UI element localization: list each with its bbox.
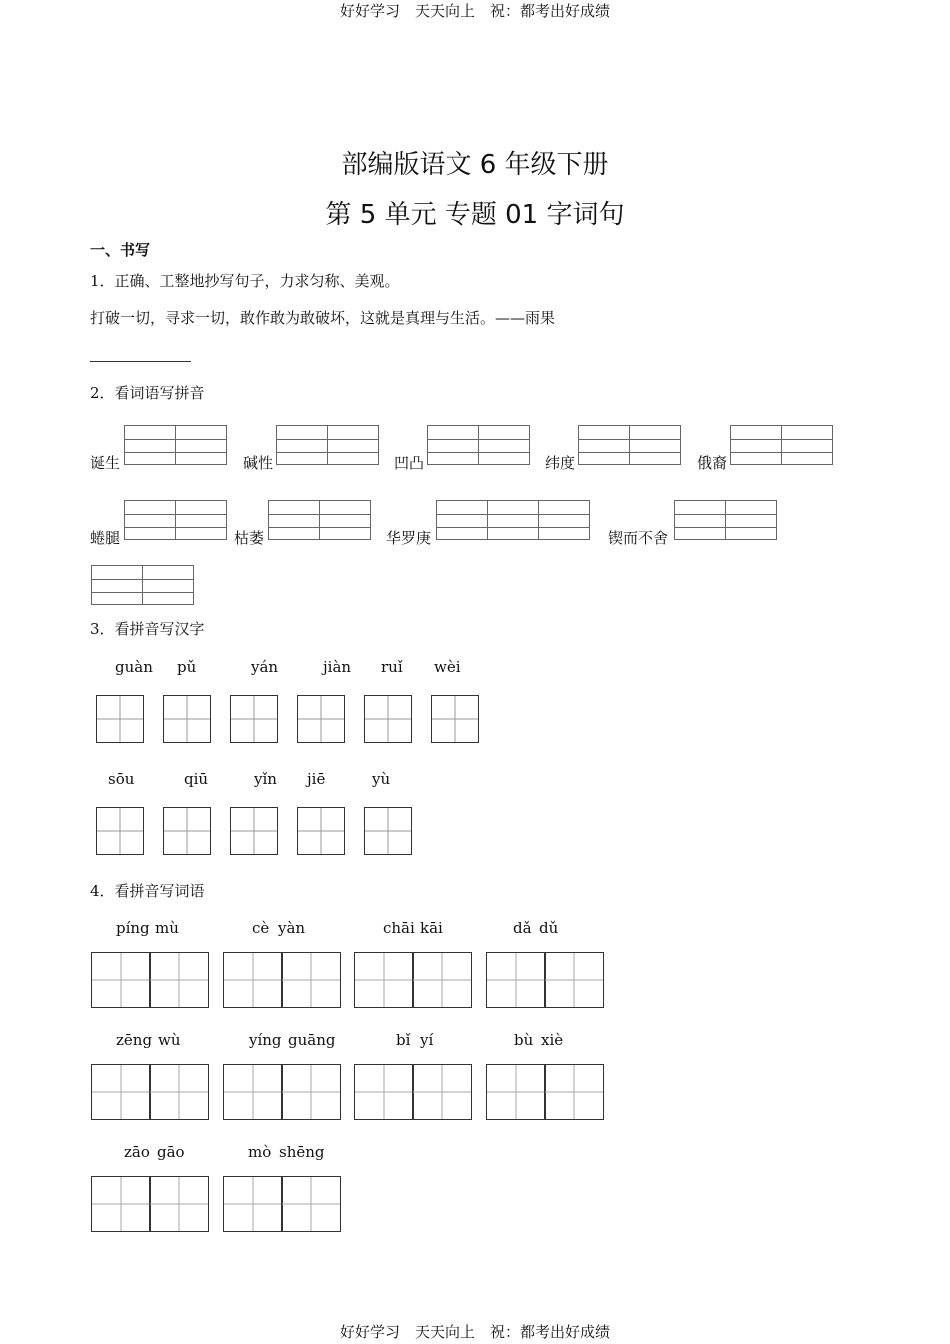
q4-pinyin: bǐ <box>396 1031 411 1049</box>
q4-pinyin: kāi <box>420 919 443 937</box>
q3-char-box[interactable] <box>96 695 144 743</box>
q4-word-box[interactable] <box>91 952 209 1008</box>
q3-pinyin: sōu <box>108 770 135 788</box>
doc-title: 部编版语文 6 年级下册 <box>341 150 609 180</box>
q1-sentence: 打破一切，寻求一切，敢作敢为敢破坏，这就是真理与生活。——雨果 <box>90 309 556 327</box>
q4-instruction: 4．看拼音写词语 <box>90 882 205 900</box>
q3-pinyin: jiàn <box>323 658 352 676</box>
q4-pinyin: yíng <box>249 1031 282 1049</box>
q3-char-box[interactable] <box>163 695 211 743</box>
q2-word: 碱性 <box>243 454 274 472</box>
q4-word-box[interactable] <box>354 1064 472 1120</box>
q3-char-box[interactable] <box>230 807 278 855</box>
q3-pinyin: ruǐ <box>381 658 403 676</box>
q4-pinyin: mò <box>248 1143 272 1161</box>
q2-pinyin-grid[interactable] <box>124 425 227 465</box>
q2-word: 纬度 <box>545 454 576 472</box>
q3-pinyin: pǔ <box>177 658 197 676</box>
q4-pinyin: cè <box>252 919 270 937</box>
q4-word-box[interactable] <box>486 1064 604 1120</box>
q3-char-box[interactable] <box>297 807 345 855</box>
q2-pinyin-grid[interactable] <box>124 500 227 540</box>
q3-char-box[interactable] <box>230 695 278 743</box>
q1-instruction: 1．正确、工整地抄写句子，力求匀称、美观。 <box>90 272 400 290</box>
q4-word-box[interactable] <box>223 1176 341 1232</box>
q3-pinyin: guàn <box>115 658 153 676</box>
q4-word-box[interactable] <box>223 952 341 1008</box>
q3-pinyin: yǐn <box>254 770 277 788</box>
q3-pinyin: jiē <box>307 770 326 788</box>
q3-char-box[interactable] <box>364 807 412 855</box>
q4-pinyin: wù <box>158 1031 181 1049</box>
q3-char-box[interactable] <box>297 695 345 743</box>
q2-instruction: 2．看词语写拼音 <box>90 384 205 402</box>
q2-word: 华罗庚 <box>386 529 432 547</box>
q2-word: 蜷腿 <box>90 529 121 547</box>
q4-word-box[interactable] <box>354 952 472 1008</box>
q3-char-box[interactable] <box>364 695 412 743</box>
q2-pinyin-grid[interactable] <box>436 500 590 540</box>
q2-pinyin-grid[interactable] <box>578 425 681 465</box>
q2-pinyin-grid[interactable] <box>730 425 833 465</box>
page-header: 好好学习 天天向上 祝：都考出好成绩 <box>339 2 610 20</box>
q4-pinyin: gāo <box>157 1143 185 1161</box>
q3-instruction: 3．看拼音写汉字 <box>90 620 205 638</box>
doc-subtitle: 第 5 单元 专题 01 字词句 <box>325 200 625 230</box>
q4-pinyin: zēng <box>116 1031 153 1049</box>
q3-pinyin: yù <box>372 770 391 788</box>
q2-word: 诞生 <box>90 454 121 472</box>
q2-word: 凹凸 <box>394 454 425 472</box>
q4-pinyin: dǔ <box>539 919 559 937</box>
q4-word-box[interactable] <box>486 952 604 1008</box>
q3-pinyin: qiū <box>184 770 209 788</box>
q3-pinyin: wèi <box>434 658 461 676</box>
q4-pinyin: xiè <box>541 1031 564 1049</box>
q4-pinyin: shēng <box>279 1143 325 1161</box>
q2-pinyin-grid[interactable] <box>276 425 379 465</box>
page-footer: 好好学习 天天向上 祝：都考出好成绩 <box>339 1323 610 1341</box>
q4-word-box[interactable] <box>91 1064 209 1120</box>
q3-char-box[interactable] <box>163 807 211 855</box>
q4-pinyin: chāi <box>383 919 415 937</box>
q4-pinyin: yí <box>420 1031 434 1049</box>
q3-pinyin: yán <box>251 658 279 676</box>
q3-char-box[interactable] <box>96 807 144 855</box>
q4-pinyin: mù <box>155 919 179 937</box>
q4-word-box[interactable] <box>91 1176 209 1232</box>
q4-pinyin: píng <box>116 919 150 937</box>
q2-pinyin-grid[interactable] <box>674 500 777 540</box>
q4-pinyin: yàn <box>278 919 306 937</box>
q2-word: 枯萎 <box>234 529 265 547</box>
q2-word: 俄裔 <box>697 454 728 472</box>
q3-char-box[interactable] <box>431 695 479 743</box>
q2-pinyin-grid[interactable] <box>427 425 530 465</box>
q4-word-box[interactable] <box>223 1064 341 1120</box>
q2-pinyin-grid[interactable] <box>268 500 371 540</box>
q2-pinyin-grid[interactable] <box>91 565 194 605</box>
q4-pinyin: zāo <box>124 1143 150 1161</box>
q4-pinyin: guāng <box>288 1031 336 1049</box>
q4-pinyin: bù <box>514 1031 534 1049</box>
q1-answer-line[interactable] <box>90 361 191 362</box>
q4-pinyin: dǎ <box>513 919 532 937</box>
section-heading: 一、书写 <box>90 241 151 259</box>
q2-word: 锲而不舍 <box>608 529 669 547</box>
